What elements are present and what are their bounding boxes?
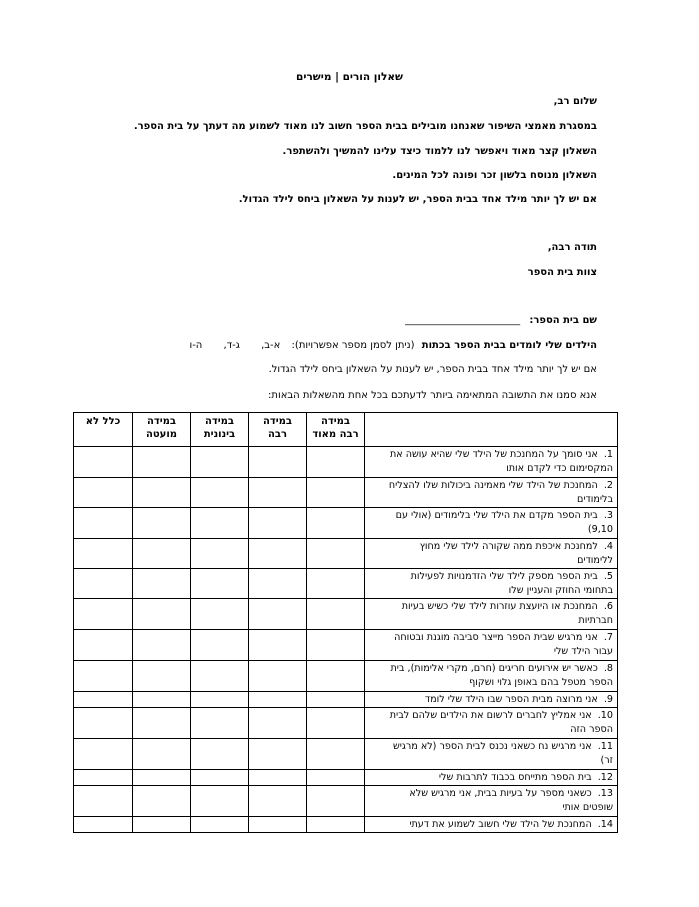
answer-cell[interactable]	[191, 708, 249, 739]
question-text: הספר הזה	[570, 724, 613, 735]
question-cell	[365, 739, 618, 770]
thanks: תודה רבה,	[547, 242, 597, 253]
question-text: כאשר יש אירועים חריגים (חרם, מקרי אלימות), בית	[390, 663, 598, 674]
answer-cell[interactable]	[191, 661, 249, 692]
question-text: אני מרגיש שבית הספר מייצר סביבה מוגנת ובטוחה	[394, 632, 598, 643]
question-text: ללימודים	[577, 555, 613, 566]
answer-cell[interactable]	[74, 630, 133, 661]
question-text: בתחומי החוזק והעניין שלו	[508, 585, 613, 596]
question-text: עבור הילד שלי	[553, 646, 613, 657]
question-text: בית הספר מקדם את הילד שלי בלימודים (אולי עם	[395, 510, 598, 521]
question-cell	[365, 708, 618, 739]
school-name-row	[405, 315, 597, 326]
grade-option-3-4[interactable]: ג-ד,	[223, 340, 240, 351]
table-row	[74, 770, 618, 786]
answer-cell[interactable]	[249, 661, 307, 692]
question-number: 14.	[597, 819, 613, 830]
answer-cell[interactable]	[191, 447, 249, 478]
answer-cell[interactable]	[249, 599, 307, 630]
answer-cell[interactable]	[191, 692, 249, 708]
column-header: במידה מועטה	[133, 413, 191, 447]
answer-cell[interactable]	[191, 770, 249, 786]
answer-cell[interactable]	[191, 478, 249, 508]
question-number: 10.	[597, 710, 613, 721]
question-text: המחנכת של הילד שלי חשוב לשמוע את דעתי	[409, 819, 592, 830]
answer-cell[interactable]	[133, 786, 191, 817]
answer-cell[interactable]	[133, 661, 191, 692]
answer-cell[interactable]	[307, 569, 365, 599]
answer-cell[interactable]	[307, 692, 365, 708]
answer-cell[interactable]	[74, 739, 133, 770]
question-number: 3.	[603, 510, 613, 521]
question-text: המחנכת או היועצת עוזרות לילד שלי כשיש בעיות	[401, 601, 598, 612]
question-column-header	[365, 413, 618, 447]
question-cell	[365, 599, 618, 630]
answer-cell[interactable]	[133, 708, 191, 739]
answer-cell[interactable]	[191, 539, 249, 569]
question-number: 9.	[603, 694, 613, 705]
grades-note: (ניתן לסמן מספר אפשרויות):	[291, 340, 415, 351]
question-number: 13.	[597, 788, 613, 799]
answer-cell[interactable]	[74, 708, 133, 739]
question-text: הספר מטפל בהם באופן גלוי ושקוף	[469, 677, 613, 688]
question-cell	[365, 447, 618, 478]
answer-cell[interactable]	[133, 739, 191, 770]
grade-option-1-2[interactable]: א-ב,	[261, 340, 281, 351]
answer-cell[interactable]	[249, 692, 307, 708]
question-text: 9,10)	[587, 524, 613, 535]
question-text: בית הספר מספק לילד שלי הזדמנויות לפעילות	[410, 571, 598, 582]
answer-cell[interactable]	[249, 539, 307, 569]
table-row	[74, 599, 618, 630]
question-number: 2.	[603, 480, 613, 491]
answer-cell[interactable]	[74, 447, 133, 478]
question-number: 12.	[597, 772, 613, 783]
answer-cell[interactable]	[74, 770, 133, 786]
answer-cell[interactable]	[133, 599, 191, 630]
grades-row	[171, 340, 597, 351]
answer-cell[interactable]	[249, 478, 307, 508]
school-name-field[interactable]: _______________________	[405, 315, 521, 326]
question-cell	[365, 478, 618, 508]
question-cell	[365, 692, 618, 708]
question-text: אני אמליץ לחברים לרשום את הילדים שלהם לבית	[389, 710, 592, 721]
instructions: אנא סמנו את התשובה המתאימה ביותר לדעתכם בכל אחת מהשאלות הבאות:	[268, 390, 597, 401]
table-row	[74, 692, 618, 708]
answer-cell[interactable]	[307, 817, 365, 833]
intro-line-1: במסגרת מאמצי השיפור שאנחנו מובילים בבית הספר חשוב לנו מאוד לשמוע מה דעתך על בית הספר.	[133, 121, 597, 132]
answer-cell[interactable]	[74, 817, 133, 833]
table-row	[74, 739, 618, 770]
answer-cell[interactable]	[133, 817, 191, 833]
answer-cell[interactable]	[133, 539, 191, 569]
answer-cell[interactable]	[249, 739, 307, 770]
answer-cell[interactable]	[249, 447, 307, 478]
table-row	[74, 569, 618, 599]
answer-cell[interactable]	[74, 508, 133, 539]
intro-line-2: השאלון קצר מאוד ויאפשר לנו ללמוד כיצד עלינו להמשיך ולהשתפר.	[282, 146, 597, 157]
answer-cell[interactable]	[191, 817, 249, 833]
question-cell	[365, 661, 618, 692]
question-number: 7.	[603, 632, 613, 643]
table-row	[74, 447, 618, 478]
answer-cell[interactable]	[191, 786, 249, 817]
greeting: שלום רב,	[553, 96, 597, 107]
answer-cell[interactable]	[191, 508, 249, 539]
answer-cell[interactable]	[307, 508, 365, 539]
answer-cell[interactable]	[74, 692, 133, 708]
question-number: 1.	[603, 449, 613, 460]
answer-cell[interactable]	[249, 630, 307, 661]
question-cell	[365, 786, 618, 817]
question-cell	[365, 770, 618, 786]
answer-cell[interactable]	[307, 599, 365, 630]
question-text: בלימודים	[576, 494, 613, 505]
answer-cell[interactable]	[133, 447, 191, 478]
answer-cell[interactable]	[249, 817, 307, 833]
answer-cell[interactable]	[74, 478, 133, 508]
answer-cell[interactable]	[249, 786, 307, 817]
question-cell	[365, 630, 618, 661]
answer-cell[interactable]	[307, 630, 365, 661]
answer-cell[interactable]	[133, 770, 191, 786]
question-number: 4.	[603, 541, 613, 552]
answer-cell[interactable]	[307, 661, 365, 692]
answer-cell[interactable]	[249, 770, 307, 786]
question-text: אני מרוצה מבית הספר שבו הילד שלי לומד	[424, 694, 598, 705]
answer-cell[interactable]	[74, 661, 133, 692]
answer-cell[interactable]	[307, 447, 365, 478]
table-row	[74, 817, 618, 833]
school-name-label: שם בית הספר:	[529, 315, 597, 326]
question-number: 5.	[603, 571, 613, 582]
answer-cell[interactable]	[74, 569, 133, 599]
answer-cell[interactable]	[307, 770, 365, 786]
table-row	[74, 478, 618, 508]
column-header: במידה רבה מאוד	[307, 413, 365, 447]
answer-cell[interactable]	[249, 569, 307, 599]
answer-cell[interactable]	[307, 739, 365, 770]
answer-cell[interactable]	[191, 569, 249, 599]
question-text: המקסימום כדי לקדם אותו	[506, 463, 613, 474]
answer-cell[interactable]	[249, 708, 307, 739]
column-header: במידה רבה	[249, 413, 307, 447]
repeat-note: אם יש לך יותר מילד אחד בבית הספר, יש לענות על השאלון ביחס לילד הגדול.	[268, 364, 597, 375]
answer-cell[interactable]	[191, 630, 249, 661]
table-header-row	[74, 413, 618, 447]
question-text: חברתיות	[578, 615, 613, 626]
answer-cell[interactable]	[307, 478, 365, 508]
question-cell	[365, 569, 618, 599]
table-row	[74, 708, 618, 739]
intro-line-4: אם יש לך יותר מילד אחד בבית הספר, יש לענות על השאלון ביחס לילד הגדול.	[238, 194, 597, 205]
question-text: בית הספר מתייחס בכבוד לתרבות שלי	[438, 772, 592, 783]
intro-line-3: השאלון מנוסח בלשון זכר ופונה לכל המינים.	[392, 170, 597, 181]
table-row	[74, 786, 618, 817]
signature: צוות בית הספר	[527, 267, 597, 278]
question-text: למחנכת איכפת ממה שקורה לילד שלי מחוץ	[419, 541, 598, 552]
answer-cell[interactable]	[74, 599, 133, 630]
question-cell	[365, 508, 618, 539]
question-cell	[365, 817, 618, 833]
table-row	[74, 661, 618, 692]
answer-cell[interactable]	[133, 569, 191, 599]
answer-cell[interactable]	[191, 739, 249, 770]
grade-option-5-6[interactable]: ה-ו	[189, 340, 203, 351]
answer-cell[interactable]	[74, 539, 133, 569]
question-text: זר)	[600, 755, 613, 766]
grades-label: הילדים שלי לומדים בבית הספר בכתות	[421, 340, 597, 351]
answer-cell[interactable]	[133, 630, 191, 661]
answer-cell[interactable]	[74, 786, 133, 817]
answer-cell[interactable]	[307, 708, 365, 739]
question-number: 11.	[597, 741, 613, 752]
answer-cell[interactable]	[133, 508, 191, 539]
survey-table	[73, 412, 618, 833]
page-title: שאלון הורים | מישרים	[296, 71, 403, 83]
answer-cell[interactable]	[133, 692, 191, 708]
question-text: כשאני מספר על בעיות בבית, אני מרגיש שלא	[409, 788, 592, 799]
question-number: 8.	[603, 663, 613, 674]
table-row	[74, 539, 618, 569]
answer-cell[interactable]	[133, 478, 191, 508]
question-text: שופטים אותי	[562, 802, 613, 813]
question-text: המחנכת של הילד שלי מאמינה ביכולות שלו להצליח	[388, 480, 598, 491]
column-header: כלל לא	[74, 413, 133, 447]
question-number: 6.	[603, 601, 613, 612]
answer-cell[interactable]	[307, 539, 365, 569]
answer-cell[interactable]	[249, 508, 307, 539]
column-header: במידה בינונית	[191, 413, 249, 447]
answer-cell[interactable]	[191, 599, 249, 630]
table-row	[74, 508, 618, 539]
question-text: אני סומך על המחנכת של הילד שלי שהיא עושה את	[389, 449, 598, 460]
question-text: אני מרגיש נח כשאני נכנס לבית הספר (לא מרגיש	[392, 741, 592, 752]
table-row	[74, 630, 618, 661]
answer-cell[interactable]	[307, 786, 365, 817]
question-cell	[365, 539, 618, 569]
